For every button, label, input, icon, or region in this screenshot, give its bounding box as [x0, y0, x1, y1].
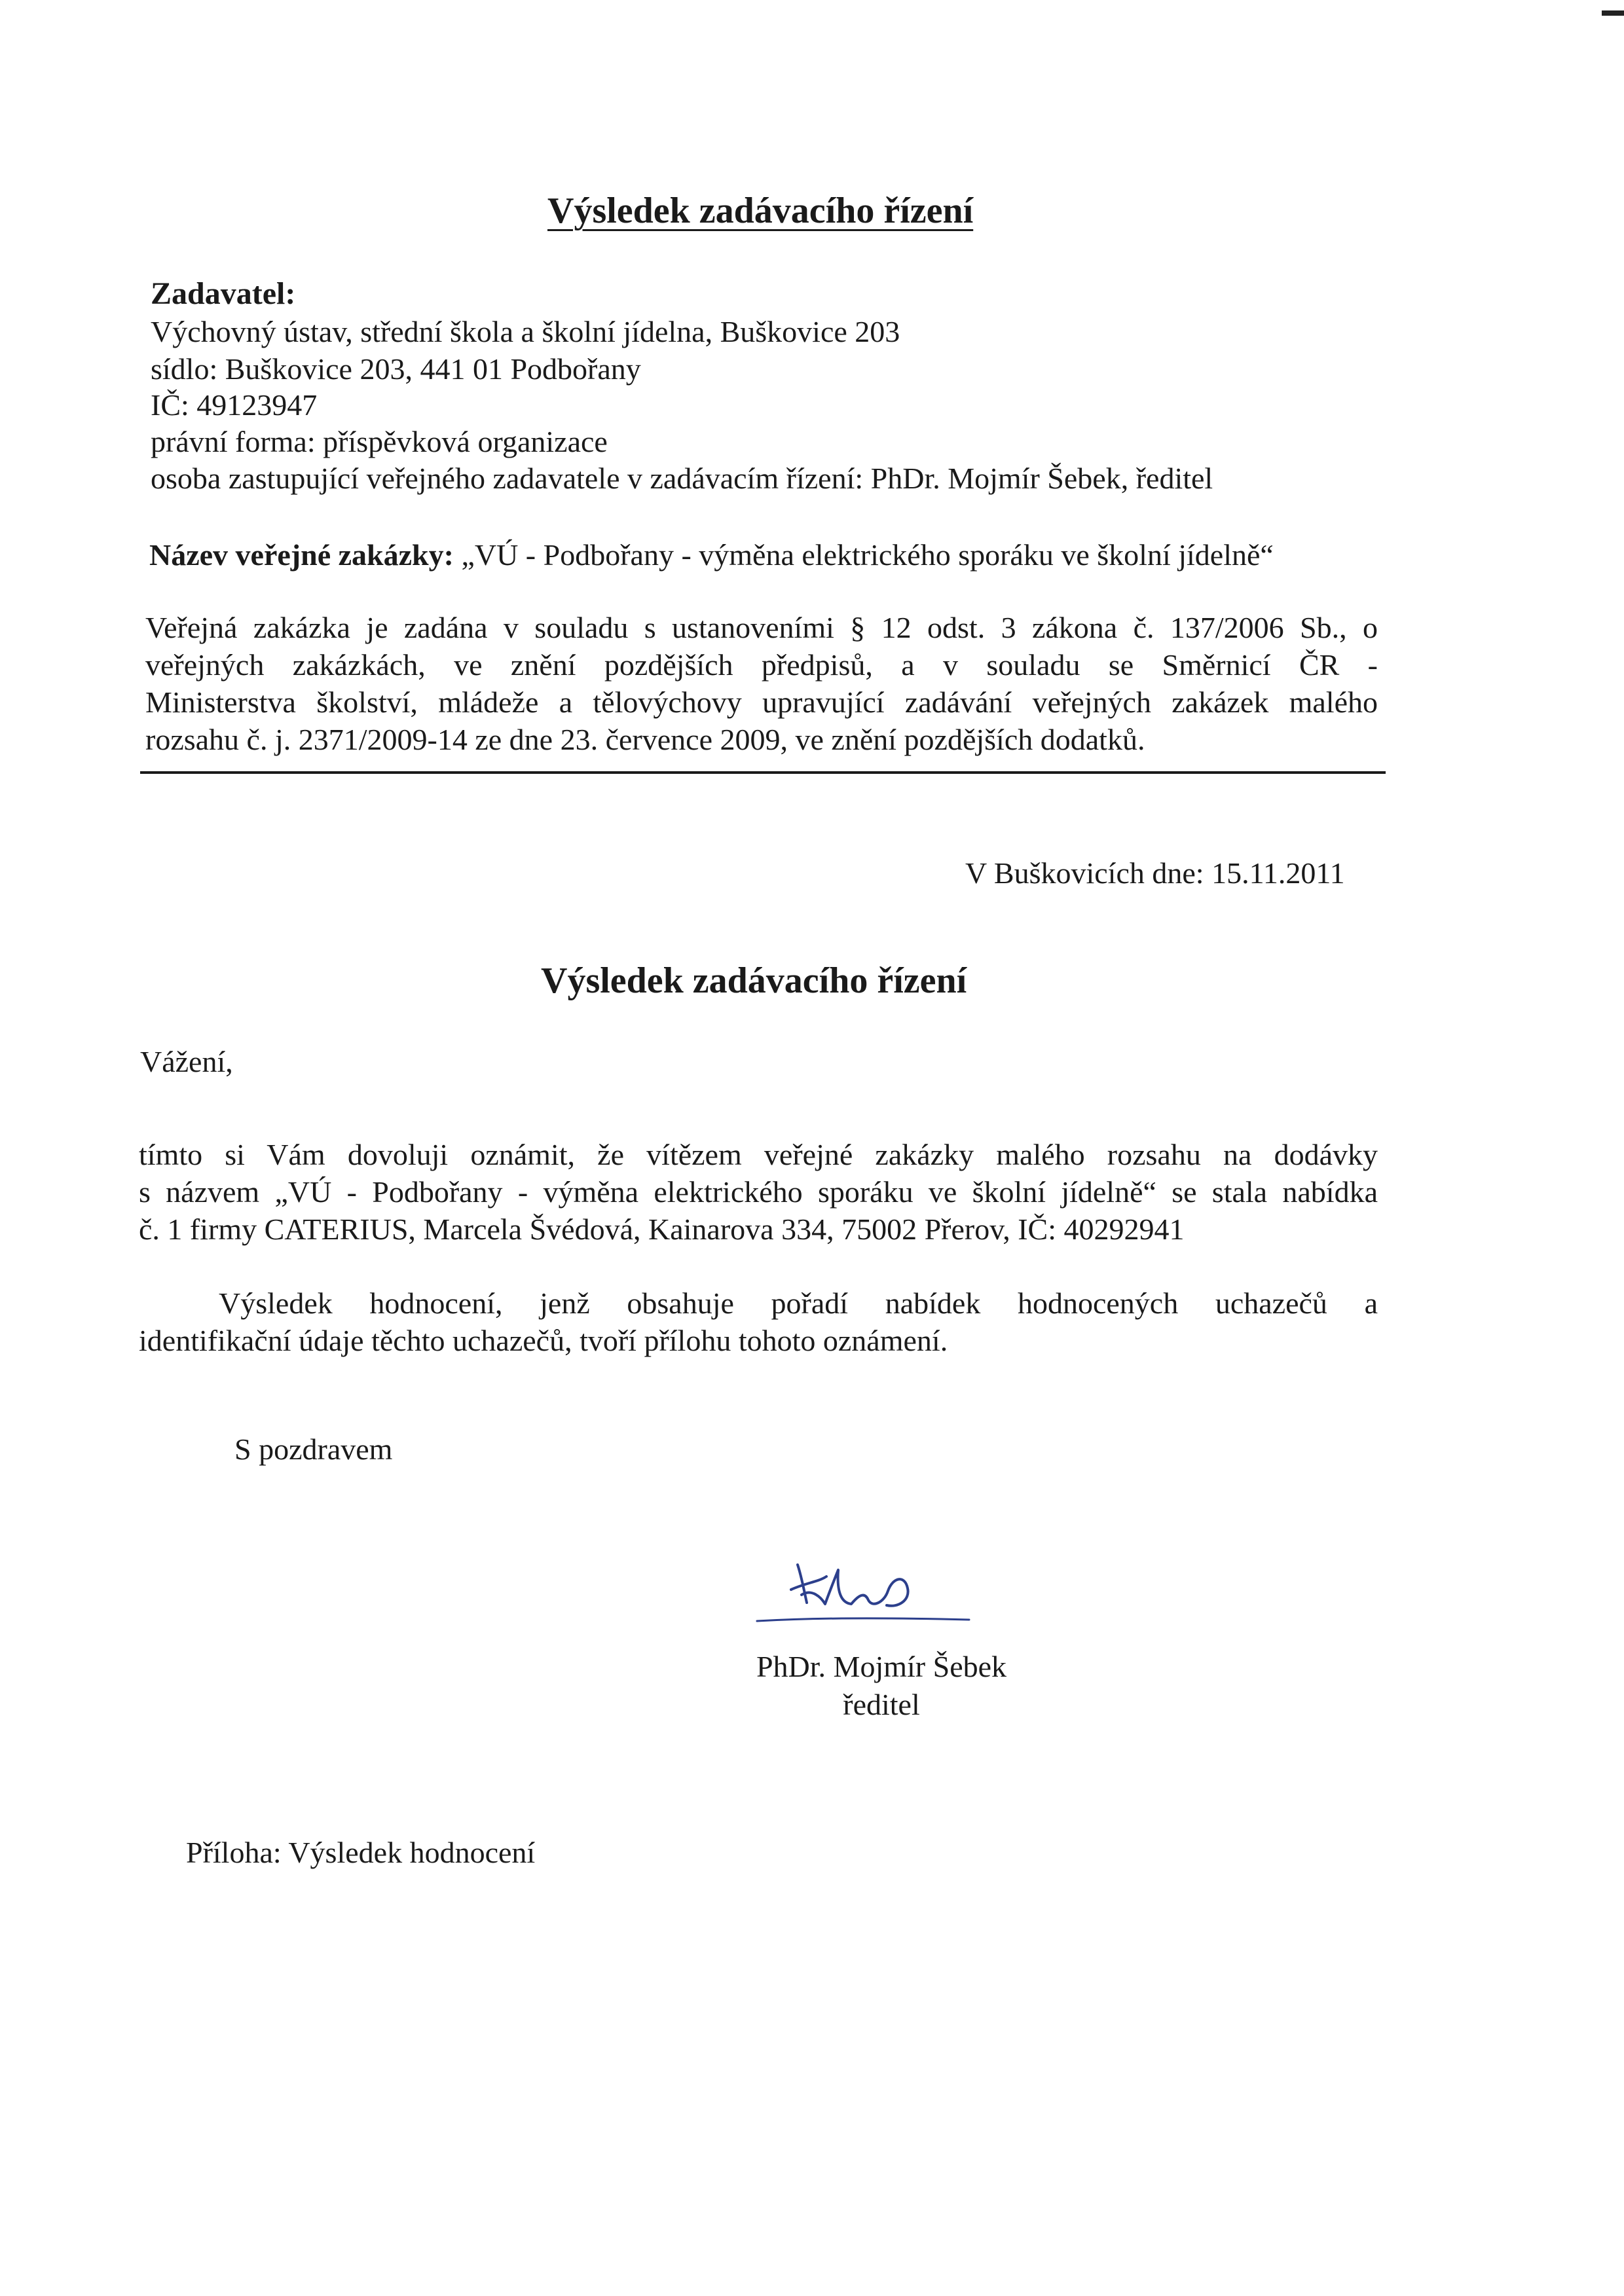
- authority-representative: osoba zastupující veřejného zadavatele v zadávacím řízení: PhDr. Mojmír Šebek, ředitel: [151, 462, 1213, 495]
- evaluation-line: identifikační údaje těchto uchazečů, tvoří přílohu tohoto oznámení.: [139, 1324, 948, 1357]
- signatory-position: ředitel: [843, 1688, 920, 1721]
- scan-edge-mark: [1602, 10, 1624, 16]
- closing-greeting: S pozdravem: [234, 1432, 393, 1466]
- attachment-note: Příloha: Výsledek hodnocení: [186, 1836, 536, 1869]
- handwritten-signature: [753, 1557, 976, 1629]
- announcement-paragraph: [139, 1136, 1378, 1248]
- authority-legal-form: právní forma: příspěvková organizace: [151, 425, 608, 458]
- authority-seat: sídlo: Buškovice 203, 441 01 Podbořany: [151, 352, 641, 386]
- authority-name: Výchovný ústav, střední škola a školní jídelna, Buškovice 203: [151, 315, 900, 348]
- authority-id-number: IČ: 49123947: [151, 388, 318, 422]
- announcement-line: s názvem „VÚ - Podbořany - výměna elektrického sporáku ve školní jídelně“ se stala nabídka: [139, 1175, 1378, 1209]
- contracting-authority-heading: Zadavatel:: [151, 276, 296, 311]
- salutation: Vážení,: [140, 1045, 233, 1078]
- section-divider: [140, 771, 1386, 774]
- evaluation-paragraph: [139, 1285, 1378, 1359]
- legal-basis-line: Ministerstva školství, mládeže a tělovýchovy upravující zadávání veřejných zakázek malého: [145, 685, 1378, 719]
- legal-basis-paragraph: [145, 609, 1378, 758]
- contract-name-line: [149, 537, 1274, 574]
- announcement-line: tímto si Vám dovoluji oznámit, že vítězem veřejné zakázky malého rozsahu na dodávky: [139, 1138, 1378, 1171]
- contract-name-value: „VÚ - Podbořany - výměna elektrického sporáku ve školní jídelně“: [453, 538, 1274, 572]
- result-subtitle: Výsledek zadávacího řízení: [541, 960, 967, 1001]
- legal-basis-line: Veřejná zakázka je zadána v souladu s ustanoveními § 12 odst. 3 zákona č. 137/2006 Sb., o: [145, 611, 1378, 644]
- place-and-date: V Buškovicích dne: 15.11.2011: [965, 856, 1345, 890]
- contract-name-label: Název veřejné zakázky:: [149, 538, 454, 572]
- legal-basis-line: veřejných zakázkách, ve znění pozdějších předpisů, a v souladu se Směrnicí ČR -: [145, 648, 1378, 682]
- evaluation-line: Výsledek hodnocení, jenž obsahuje pořadí nabídek hodnocených uchazečů a: [219, 1286, 1378, 1320]
- announcement-line: č. 1 firmy CATERIUS, Marcela Švédová, Kainarova 334, 75002 Přerov, IČ: 40292941: [139, 1212, 1185, 1246]
- document-title: Výsledek zadávacího řízení: [547, 191, 974, 231]
- legal-basis-line: rozsahu č. j. 2371/2009-14 ze dne 23. července 2009, ve znění pozdějších dodatků.: [145, 723, 1145, 756]
- signatory-name: PhDr. Mojmír Šebek: [756, 1650, 1007, 1683]
